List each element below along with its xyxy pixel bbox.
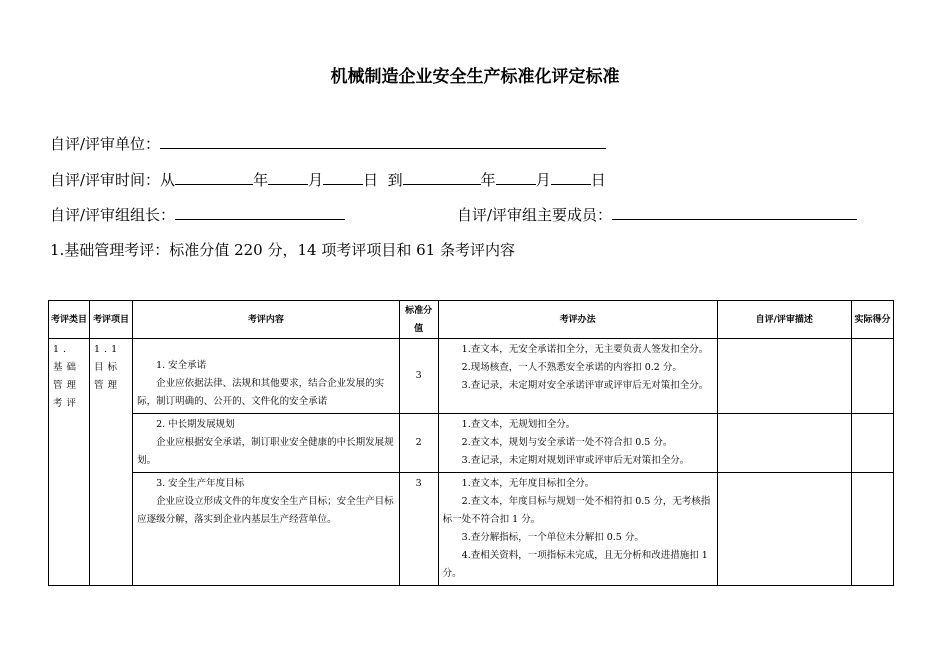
- start-year-blank[interactable]: [175, 169, 253, 185]
- content-title: 3. 安全生产年度目标: [156, 478, 245, 489]
- end-day-blank[interactable]: [551, 169, 591, 185]
- unit-line: [50, 133, 606, 154]
- year-label: 年: [480, 171, 496, 189]
- content-body: 企业应根据安全承诺，制订职业安全健康的中长期发展规划。: [137, 437, 394, 466]
- unit-label: 自评/评审单位：: [50, 135, 161, 153]
- actual-score-cell[interactable]: [851, 414, 893, 473]
- leader-label: 自评/评审组组长：: [50, 206, 176, 224]
- content-cell: [133, 414, 400, 473]
- header-item: 考评项目: [90, 301, 133, 339]
- content-cell: [133, 473, 400, 586]
- table-row: [49, 414, 894, 473]
- section-heading: 1.基础管理考评：标准分值 220 分，14 项考评项目和 61 条考评内容: [50, 241, 515, 259]
- header-method: 考评办法: [438, 301, 717, 339]
- header-category: 考评类目: [49, 301, 90, 339]
- month-label: 月: [535, 171, 551, 189]
- score-cell: 3: [399, 339, 438, 414]
- self-eval-cell[interactable]: [717, 414, 851, 473]
- leader-line: [50, 204, 345, 225]
- content-body: 企业应依据法律、法规和其他要求，结合企业发展的实际，制订明确的、公开的、文件化的安全承诺: [137, 378, 385, 407]
- method-item: 1.查文本，无规划扣全分。: [461, 419, 576, 430]
- actual-score-cell[interactable]: [851, 339, 893, 414]
- content-title: 2. 中长期发展规划: [156, 419, 235, 430]
- end-year-blank[interactable]: [403, 169, 481, 185]
- members-line: [457, 204, 857, 225]
- day-label: 日: [363, 171, 379, 189]
- leader-blank[interactable]: [175, 204, 345, 220]
- method-item: 2.查文本，年度目标与规划一处不相符扣 0.5 分，无考核指标一处不符合扣 1 分。: [442, 496, 711, 525]
- day-label: 日: [590, 171, 606, 189]
- header-actual: 实际得分: [851, 301, 893, 339]
- header-score: 标准分值: [399, 301, 438, 339]
- self-eval-cell[interactable]: [717, 339, 851, 414]
- end-month-blank[interactable]: [496, 169, 536, 185]
- content-cell: [133, 339, 400, 414]
- evaluation-table: [48, 300, 894, 586]
- method-item: 1.查文本，无年度目标扣全分。: [461, 478, 595, 489]
- method-item: 3.查记录，未定期对规划评审或评审后无对策扣全分。: [461, 455, 690, 466]
- document-title: 机械制造企业安全生产标准化评定标准: [330, 67, 620, 87]
- month-label: 月: [308, 171, 324, 189]
- table-row: [49, 473, 894, 586]
- method-item: 2.现场核查，一人不熟悉安全承诺的内容扣 0.2 分。: [461, 362, 682, 373]
- table-row: [49, 339, 894, 414]
- method-cell: [438, 339, 717, 414]
- time-line: [50, 169, 606, 190]
- start-day-blank[interactable]: [323, 169, 363, 185]
- to-label: 到: [387, 171, 403, 189]
- method-item: 3.查记录，未定期对安全承诺评审或评审后无对策扣全分。: [461, 380, 709, 391]
- start-month-blank[interactable]: [268, 169, 308, 185]
- item-cell: 1.1 目标管理: [90, 339, 133, 586]
- content-body: 企业应设立形成文件的年度安全生产目标；安全生产目标应逐级分解，落实到企业内基层生产经营单位。: [137, 496, 394, 525]
- members-blank[interactable]: [612, 204, 857, 220]
- self-eval-cell[interactable]: [717, 473, 851, 586]
- actual-score-cell[interactable]: [851, 473, 893, 586]
- method-item: 1.查文本，无安全承诺扣全分，无主要负责人签发扣全分。: [461, 344, 709, 355]
- method-item: 3.查分解指标，一个单位未分解扣 0.5 分。: [461, 532, 644, 543]
- header-self-eval: 自评/评审描述: [717, 301, 851, 339]
- members-label: 自评/评审组主要成员：: [457, 206, 613, 224]
- score-cell: 3: [399, 473, 438, 586]
- method-cell: [438, 414, 717, 473]
- time-label: 自评/评审时间：从: [50, 171, 176, 189]
- method-cell: [438, 473, 717, 586]
- method-item: 2.查文本，规划与安全承诺一处不符合扣 0.5 分。: [461, 437, 673, 448]
- unit-blank[interactable]: [160, 133, 606, 149]
- table-header-row: [49, 301, 894, 339]
- content-title: 1. 安全承诺: [156, 360, 207, 371]
- year-label: 年: [253, 171, 269, 189]
- header-content: 考评内容: [133, 301, 400, 339]
- score-cell: 2: [399, 414, 438, 473]
- method-item: 4.查相关资料，一项指标未完成，且无分析和改进措施扣 1 分。: [442, 550, 708, 579]
- category-cell: 1. 基础管理考评: [49, 339, 90, 586]
